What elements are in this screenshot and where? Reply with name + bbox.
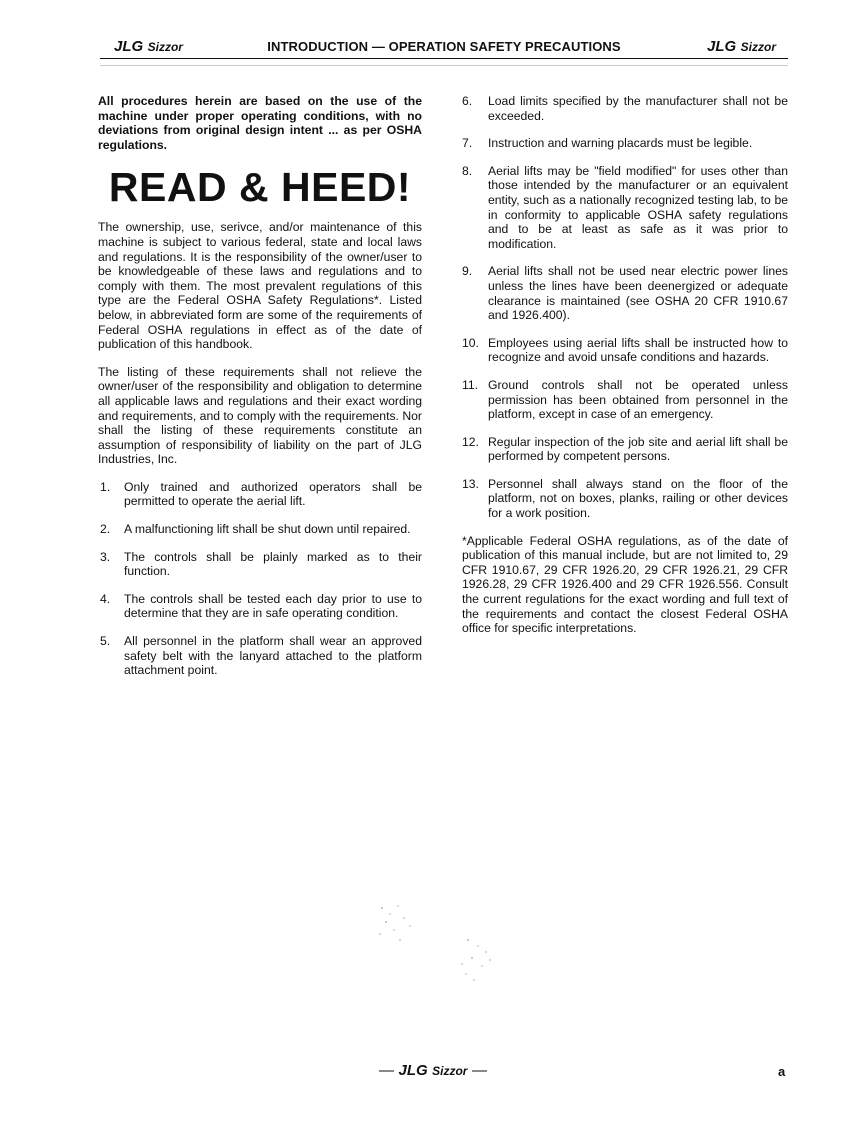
- header-brand-right: JLG Sizzor: [707, 38, 776, 55]
- header-brand-left: JLG Sizzor: [114, 38, 183, 55]
- left-column: [98, 94, 422, 691]
- read-heed-banner: READ & HEED!: [108, 164, 412, 211]
- ownership-paragraph: The ownership, use, serivce, and/or maintenance of this machine is subject to various federal, state and local laws and regulations. It is the responsibility of the owner/user to be knowledgeable of these laws and regulations and to comply with them. The most prevalent regulations of this type are the Federal OSHA Safety Regulations*. Listed below, in abbreviated form are some of the requirements of Federal OSHA regulations in effect as of the date of publication of this handbook.: [98, 220, 422, 352]
- list-item: 11. Ground controls shall not be operated unless permission has been obtained from personnel in the platform, except in case of an emergency.: [462, 377, 788, 422]
- list-item: 3. The controls shall be plainly marked as to their function.: [100, 549, 422, 579]
- intro-paragraph: All procedures herein are based on the use of the machine under proper operating conditions, with no deviations from original design intent ... as per OSHA regulations.: [98, 94, 422, 152]
- list-item: 12. Regular inspection of the job site and aerial lift shall be performed by competent persons.: [462, 434, 788, 464]
- list-item: 2. A malfunctioning lift shall be shut down until repaired.: [100, 522, 411, 537]
- list-item: 7. Instruction and warning placards must be legible.: [462, 136, 753, 151]
- listing-paragraph: The listing of these requirements shall not relieve the owner/user of the responsibility and obligation to determine all applicable laws and regulations and their exact wording and requirements, and to comply with the requirements. Nor shall the listing of these requirements constitute an assumption of responsibility of liability on the part of JLG Industries, Inc.: [98, 364, 422, 467]
- list-item: 9. Aerial lifts shall not be used near electric power lines unless the lines have been deenergized or adequate clearance is maintained (see OSHA 20 CFR 1910.67 and 1926.400).: [462, 264, 788, 323]
- requirements-list-left: [98, 480, 422, 678]
- header-title: INTRODUCTION — OPERATION SAFETY PRECAUTIONS: [267, 39, 621, 54]
- scan-specks: [370, 900, 510, 990]
- requirements-list-right: [462, 94, 788, 521]
- list-item: 5. All personnel in the platform shall wear an approved safety belt with the lanyard attached to the platform attachment point.: [100, 634, 422, 678]
- list-item: 4. The controls shall be tested each day prior to use to determine that they are in safe operating condition.: [100, 591, 422, 621]
- page-header: [100, 36, 788, 59]
- list-item: 13. Personnel shall always stand on the floor of the platform, not on boxes, planks, railing or other devices for a work position.: [462, 476, 788, 521]
- osha-footnote: *Applicable Federal OSHA regulations, as of the date of publication of this manual include, but are not limited to, 29 CFR 1910.67, 29 CFR 1926.20, 29 CFR 1926.21, 29 CFR 1926.28, 29 CFR 1926.400 and 29 CFR 1926.556. Consult the current regulations for the exact wording and full text of the requirements and contact the closest Federal OSHA office for specific interpretations.: [462, 533, 788, 636]
- page-footer-brand: — JLG Sizzor —: [379, 1062, 487, 1079]
- list-item: 1. Only trained and authorized operators shall be permitted to operate the aerial lift.: [100, 479, 422, 509]
- page-number: a: [778, 1064, 786, 1079]
- right-column: [462, 94, 788, 649]
- header-divider: [100, 65, 788, 66]
- list-item: 10. Employees using aerial lifts shall be instructed how to recognize and avoid unsafe conditions and hazards.: [462, 335, 788, 365]
- list-item: 8. Aerial lifts may be "field modified" for uses other than those intended by the manufacturer or an equivalent entity, such as a nationally recognized testing lab, to be in conformity to applicable OSHA safety regulations and to be at least as safe as it was prior to modification.: [462, 163, 788, 251]
- list-item: 6. Load limits specified by the manufacturer shall not be exceeded.: [462, 94, 788, 123]
